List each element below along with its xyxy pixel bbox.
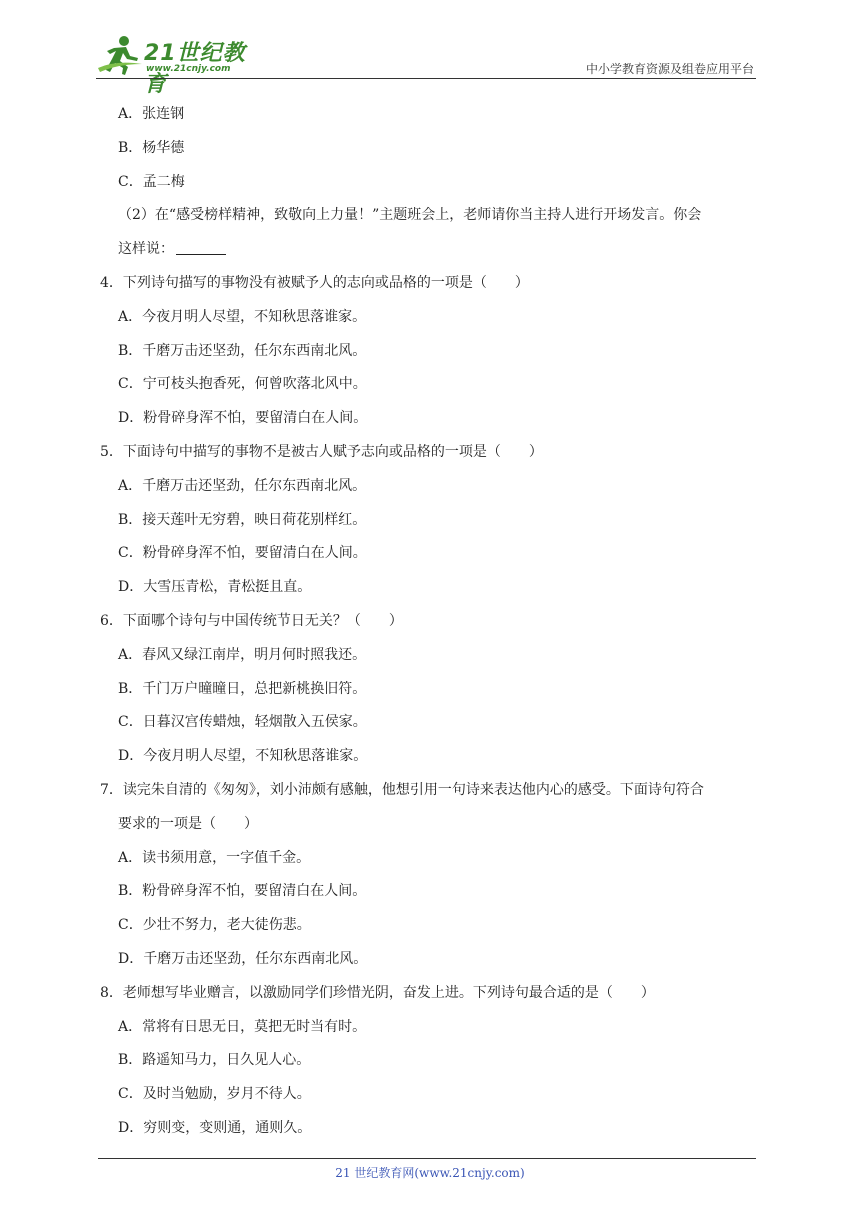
option-line: B．千磨万击还坚劲，任尔东西南北风。 [118, 342, 367, 359]
answer-blank [176, 240, 226, 255]
footer-divider [98, 1158, 756, 1159]
option-line: B．路遥知马力，日久见人心。 [118, 1052, 311, 1069]
option-line: A．今夜月明人尽望，不知秋思落谁家。 [118, 308, 367, 325]
option-line: A．千磨万击还坚劲，任尔东西南北风。 [118, 477, 367, 494]
footer-text: 21 世纪教育网(www.21cnjy.com) [335, 1166, 525, 1180]
option-line: B．杨华德 [118, 139, 185, 156]
option-line: B．粉骨碎身浑不怕，要留清白在人间。 [118, 883, 367, 900]
option-line: D．穷则变，变则通，通则久。 [118, 1119, 312, 1136]
question-line: 6．下面哪个诗句与中国传统节日无关？（ ） [100, 612, 403, 629]
runner-logo-icon [96, 34, 144, 78]
question-line: 5．下面诗句中描写的事物不是被古人赋予志向或品格的一项是（ ） [100, 443, 543, 460]
question-content [100, 98, 765, 1146]
option-line: B．千门万户曈曈日，总把新桃换旧符。 [118, 680, 367, 697]
header-divider [96, 78, 756, 79]
header-platform-name: 中小学教育资源及组卷应用平台 [585, 62, 754, 76]
logo-url: www.21cnjy.com [146, 64, 231, 74]
option-line: B．接天莲叶无穷碧，映日荷花别样红。 [118, 511, 367, 528]
question-line: 4．下列诗句描写的事物没有被赋予人的志向或品格的一项是（ ） [100, 274, 529, 291]
page-header [96, 28, 756, 97]
option-line: C．少壮不努力，老大徒伤悲。 [118, 917, 311, 934]
logo-text: 21世纪教育 [144, 41, 246, 97]
question-line: 8．老师想写毕业赠言，以激励同学们珍惜光阴，奋发上进。下列诗句最合适的是（ ） [100, 984, 655, 1001]
sub-question-line [100, 233, 765, 267]
option-line: D．千磨万击还坚劲，任尔东西南北风。 [118, 950, 368, 967]
option-line: A．张连钢 [118, 106, 185, 122]
option-line: C．孟二梅 [118, 173, 185, 190]
option-line: C．粉骨碎身浑不怕，要留清白在人间。 [118, 545, 367, 562]
option-line: C．日暮汉宫传蜡烛，轻烟散入五侯家。 [118, 714, 367, 731]
site-logo [96, 34, 266, 97]
sub-question-text: 这样说： [118, 241, 174, 258]
option-line: C．及时当勉励，岁月不待人。 [118, 1086, 311, 1103]
question-continuation-line: 要求的一项是（ ） [118, 815, 258, 832]
sub-question-line: （2）在“感受榜样精神，致敬向上力量！”主题班会上，老师请你当主持人进行开场发言。你会 [118, 207, 702, 224]
option-line: A．常将有日思无日，莫把无时当有时。 [118, 1018, 367, 1035]
option-line: C．宁可枝头抱香死，何曾吹落北风中。 [118, 376, 367, 393]
question-line: 7．读完朱自清的《匆匆》，刘小沛颇有感触，他想引用一句诗来表达他内心的感受。下面诗句符合 [100, 781, 704, 798]
option-line: D．大雪压青松，青松挺且直。 [118, 579, 312, 596]
option-line: D．今夜月明人尽望，不知秋思落谁家。 [118, 748, 368, 765]
option-line: A．春风又绿江南岸，明月何时照我还。 [118, 646, 367, 663]
option-line: A．读书须用意，一字值千金。 [118, 849, 311, 866]
option-line: D．粉骨碎身浑不怕，要留清白在人间。 [118, 410, 368, 427]
